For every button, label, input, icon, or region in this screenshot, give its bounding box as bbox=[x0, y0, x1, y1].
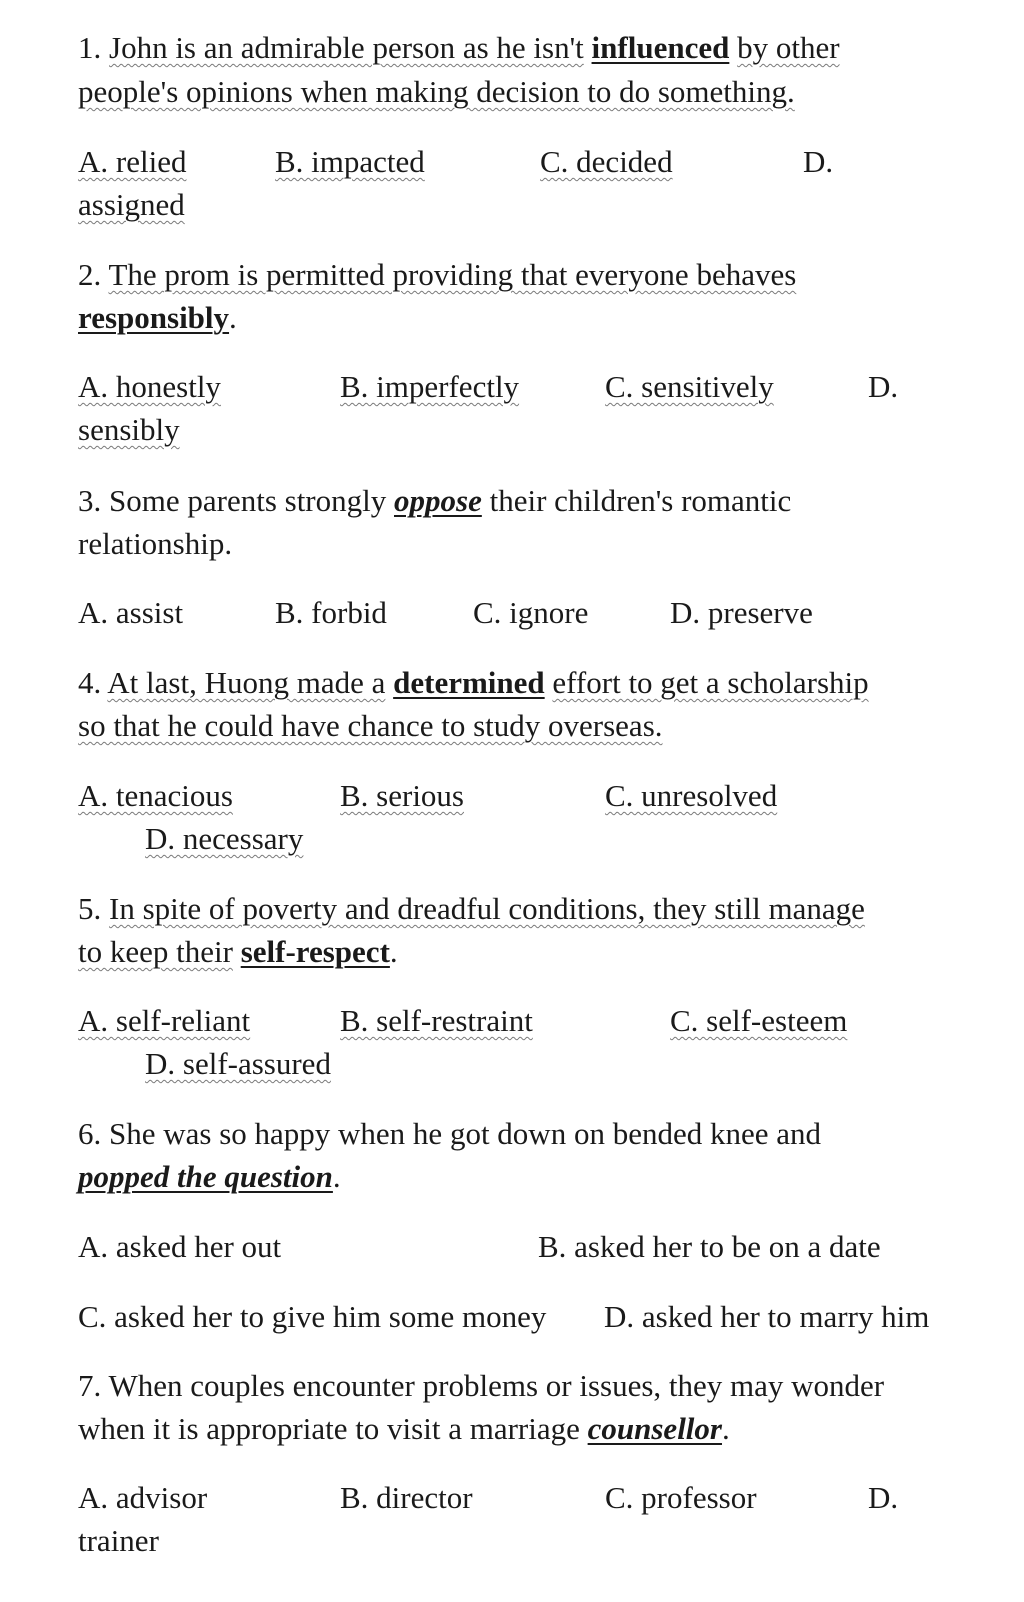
question-1-number: 1. bbox=[78, 30, 102, 65]
question-5-stem-text: In spite of poverty and dreadful conditions, they still manage bbox=[109, 891, 865, 926]
question-7-keyword: counsellor bbox=[587, 1411, 722, 1446]
question-3-number: 3. bbox=[78, 483, 102, 518]
question-6-keyword: popped the question bbox=[78, 1159, 333, 1194]
question-5-stem-before: to keep their bbox=[78, 934, 233, 969]
question-1-option-c[interactable]: C. decided bbox=[540, 144, 673, 179]
question-5-number: 5. bbox=[78, 891, 102, 926]
question-3-option-b[interactable]: B. forbid bbox=[275, 595, 387, 630]
question-5-stem-line-1 bbox=[78, 889, 865, 929]
question-7-stem-text: When couples encounter problems or issues, they may wonder bbox=[108, 1368, 885, 1403]
question-2-option-c[interactable]: C. sensitively bbox=[605, 369, 774, 404]
question-7-option-d-label[interactable]: D. bbox=[868, 1480, 899, 1515]
question-4-option-d[interactable]: D. necessary bbox=[145, 821, 304, 856]
question-6-stem-line-1 bbox=[78, 1114, 821, 1154]
question-7-stem-line-1 bbox=[78, 1366, 884, 1406]
question-6-number: 6. bbox=[78, 1116, 102, 1151]
question-4-option-a[interactable]: A. tenacious bbox=[78, 778, 233, 813]
question-1-option-b[interactable]: B. impacted bbox=[275, 144, 425, 179]
question-4-option-c[interactable]: C. unresolved bbox=[605, 778, 778, 813]
question-2-option-a[interactable]: A. honestly bbox=[78, 369, 221, 404]
question-3-stem-line-2: relationship. bbox=[78, 526, 233, 561]
question-4-stem-before: At last, Huong made a bbox=[107, 665, 386, 700]
question-7-stem-line-2 bbox=[78, 1409, 730, 1449]
question-2-stem-text: The prom is permitted providing that everyone behaves bbox=[108, 257, 797, 292]
question-6-option-c[interactable]: C. asked her to give him some money bbox=[78, 1299, 547, 1334]
question-6-stem-end: . bbox=[332, 1159, 341, 1194]
question-1-option-d-text[interactable]: assigned bbox=[78, 187, 185, 222]
question-5-option-d[interactable]: D. self-assured bbox=[145, 1046, 331, 1081]
question-3-stem-after: their children's romantic bbox=[489, 483, 792, 518]
question-7-option-d-text[interactable]: trainer bbox=[78, 1523, 159, 1558]
question-4-stem-line-1 bbox=[78, 663, 869, 703]
question-7-option-b[interactable]: B. director bbox=[340, 1480, 473, 1515]
question-3-keyword: oppose bbox=[394, 483, 482, 518]
question-3-stem-line-1 bbox=[78, 481, 791, 521]
question-5-option-c[interactable]: C. self-esteem bbox=[670, 1003, 848, 1038]
question-4-stem-line-2: so that he could have chance to study overseas. bbox=[78, 708, 663, 743]
question-7-stem-end: . bbox=[721, 1411, 730, 1446]
question-5-option-b[interactable]: B. self-restraint bbox=[340, 1003, 533, 1038]
question-2-keyword: responsibly bbox=[78, 300, 230, 335]
question-5-keyword: self-respect bbox=[240, 934, 390, 969]
question-4-stem-after: effort to get a scholarship bbox=[552, 665, 869, 700]
question-3-option-a[interactable]: A. assist bbox=[78, 595, 184, 630]
question-1-keyword: influenced bbox=[591, 30, 730, 65]
question-1-stem-after: by other bbox=[737, 30, 840, 65]
question-6-option-a[interactable]: A. asked her out bbox=[78, 1229, 282, 1264]
question-1-option-d-label[interactable]: D. bbox=[803, 144, 834, 179]
question-5-stem-end: . bbox=[389, 934, 398, 969]
question-6-stem-text: She was so happy when he got down on bended knee and bbox=[109, 1116, 821, 1151]
question-7-option-c[interactable]: C. professor bbox=[605, 1480, 757, 1515]
question-6-option-d[interactable]: D. asked her to marry him bbox=[604, 1299, 930, 1334]
question-4-keyword: determined bbox=[393, 665, 545, 700]
question-6-stem-line-2 bbox=[78, 1157, 341, 1197]
question-4-option-b[interactable]: B. serious bbox=[340, 778, 464, 813]
question-7-stem-before: when it is appropriate to visit a marriage bbox=[78, 1411, 580, 1446]
question-5-option-a[interactable]: A. self-reliant bbox=[78, 1003, 251, 1038]
question-4-number: 4. bbox=[78, 665, 102, 700]
question-2-stem-line-2 bbox=[78, 298, 237, 338]
question-3-option-c[interactable]: C. ignore bbox=[473, 595, 589, 630]
question-2-stem-line-1 bbox=[78, 255, 796, 295]
question-7-option-a[interactable]: A. advisor bbox=[78, 1480, 208, 1515]
question-1-stem-line-1 bbox=[78, 28, 840, 68]
question-2-option-d-label[interactable]: D. bbox=[868, 369, 899, 404]
question-6-option-b[interactable]: B. asked her to be on a date bbox=[538, 1229, 881, 1264]
question-2-option-b[interactable]: B. imperfectly bbox=[340, 369, 520, 404]
question-3-stem-before: Some parents strongly bbox=[109, 483, 387, 518]
question-1-option-a[interactable]: A. relied bbox=[78, 144, 187, 179]
question-2-stem-end: . bbox=[229, 300, 237, 335]
question-7-number: 7. bbox=[78, 1368, 102, 1403]
question-3-option-d[interactable]: D. preserve bbox=[670, 595, 813, 630]
question-2-option-d-text[interactable]: sensibly bbox=[78, 412, 180, 447]
question-1-stem-line-2: people's opinions when making decision to do something. bbox=[78, 74, 795, 109]
question-2-number: 2. bbox=[78, 257, 102, 292]
question-1-stem-before: John is an admirable person as he isn't bbox=[109, 30, 584, 65]
question-5-stem-line-2 bbox=[78, 932, 398, 972]
